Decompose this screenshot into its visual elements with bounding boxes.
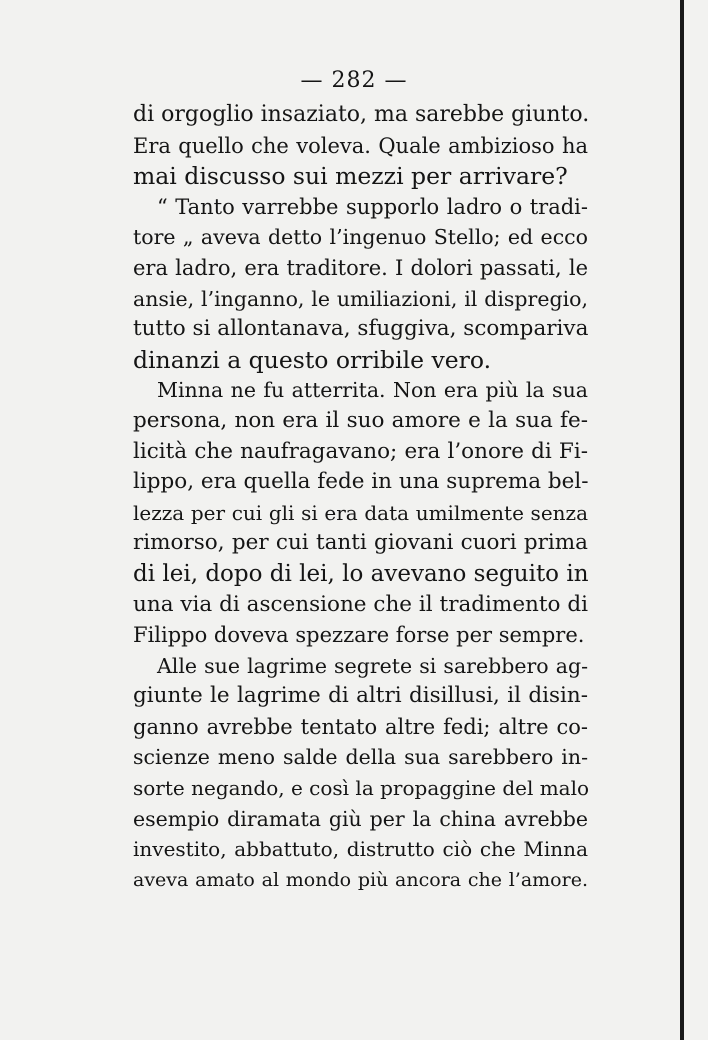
text-line: ansie, l’inganno, le umiliazioni, il dispregio, (133, 286, 588, 311)
text-line: rimorso, per cui tanti giovani cuori prima (133, 530, 588, 556)
text-line: lezza per cui gli si era data umilmente senza (133, 500, 588, 525)
text-line: esempio diramata giù per la china avrebbe (133, 806, 588, 831)
text-line: di lei, dopo di lei, lo avevano seguito in (133, 560, 589, 587)
text-line: Era quello che voleva. Quale ambizioso ha (133, 133, 588, 158)
text-line: lippo, era quella fede in una suprema bel- (133, 469, 589, 495)
page-edge-line (680, 0, 684, 1040)
text-line: persona, non era il suo amore e la sua fe- (133, 407, 588, 433)
text-line: tutto si allontanava, sfuggiva, scompariva (133, 316, 589, 342)
text-line: licità che naufragavano; era l’onore di Fi- (133, 438, 588, 464)
text-line: tore „ aveva detto l’ingenuo Stello; ed ecco (133, 225, 588, 250)
body-text (133, 100, 588, 895)
text-line: dinanzi a questo orribile vero. (133, 345, 492, 374)
text-line: mai discusso sui mezzi per arrivare? (133, 162, 568, 191)
text-line: Filippo doveva spezzare forse per sempre. (133, 623, 585, 648)
page-number: — 282 — (300, 68, 408, 93)
text-line: una via di ascensione che il tradimento di (133, 591, 588, 617)
text-line: di orgoglio insaziato, ma sarebbe giunto. (133, 102, 590, 127)
text-line: giunte le lagrime di altri disillusi, il disin- (133, 683, 588, 709)
text-line: era ladro, era traditore. I dolori passati, le (133, 255, 588, 280)
text-line: sorte negando, e così la propaggine del malo (133, 776, 590, 801)
text-line: “ Tanto varrebbe supporlo ladro o tradi- (157, 194, 588, 219)
text-line: Alle sue lagrime segrete si sarebbero ag- (157, 653, 588, 678)
text-line: aveva amato al mondo più ancora che l’amore. (133, 868, 588, 891)
text-line: investito, abbattuto, distrutto ciò che Minna (133, 837, 588, 862)
text-line: ganno avrebbe tentato altre fedi; altre co- (133, 714, 588, 739)
text-line: Minna ne fu atterrita. Non era più la sua (157, 378, 588, 403)
text-line: scienze meno salde della sua sarebbero in- (133, 745, 588, 770)
